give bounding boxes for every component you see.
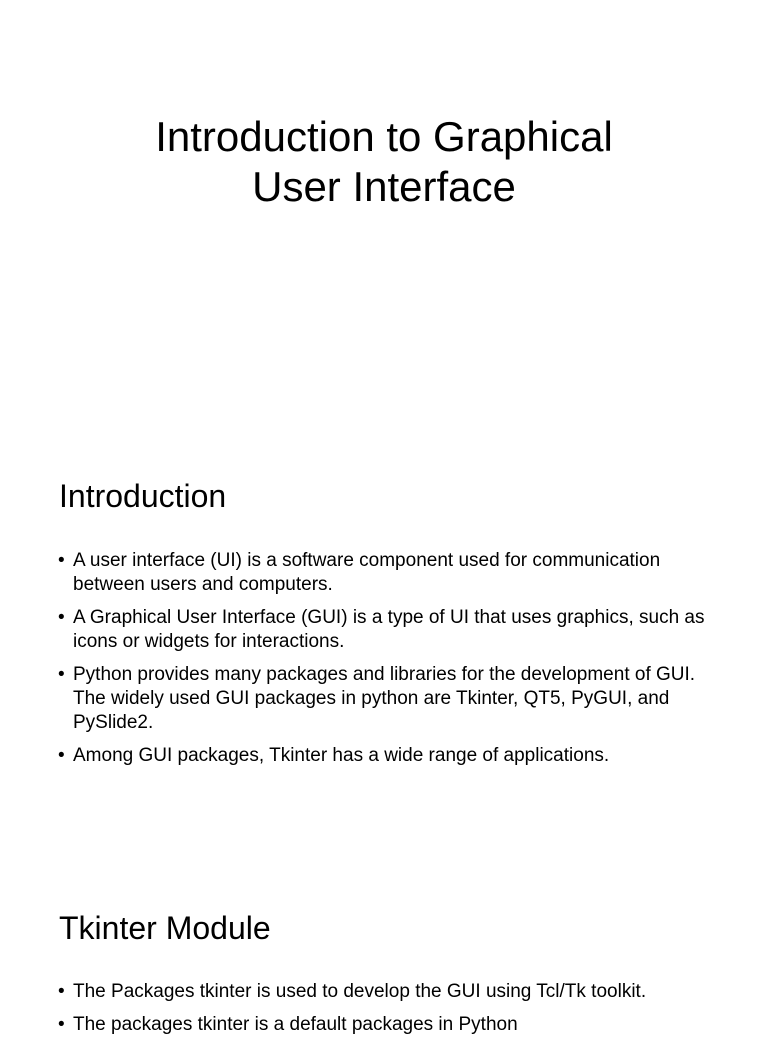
section-heading: Tkinter Module xyxy=(59,910,271,946)
bullet-text: A Graphical User Interface (GUI) is a type of UI that uses graphics, such as icons or widgets for interactions. xyxy=(73,607,705,652)
bullet-marker: • xyxy=(58,607,65,628)
title-line-2: User Interface xyxy=(252,163,516,210)
bullet-marker: • xyxy=(58,745,65,766)
bullet-text: A user interface (UI) is a software component used for communication between users and computers. xyxy=(73,550,661,595)
bullet-text: Python provides many packages and libraries for the development of GUI. The widely used GUI packages in python are Tkinter, QT5, PyGUI, and PySlide2. xyxy=(73,664,696,733)
tkinter-module-slide xyxy=(0,864,768,1035)
bullet-text: Among GUI packages, Tkinter has a wide range of applications. xyxy=(73,745,610,766)
bullet-marker: • xyxy=(58,664,65,685)
bullet-marker: • xyxy=(58,550,65,571)
list-item xyxy=(58,1013,728,1037)
list-item xyxy=(58,980,728,1004)
title-slide xyxy=(0,0,768,432)
bullet-list xyxy=(58,980,728,1046)
bullet-list xyxy=(58,549,728,777)
title-line-1: Introduction to Graphical xyxy=(155,113,613,160)
bullet-text: The Packages tkinter is used to develop the GUI using Tcl/Tk toolkit. xyxy=(73,981,647,1002)
bullet-text: The packages tkinter is a default packages in Python xyxy=(73,1014,518,1035)
list-item xyxy=(58,549,728,597)
bullet-marker: • xyxy=(58,1014,65,1035)
list-item xyxy=(58,744,728,768)
introduction-slide xyxy=(0,432,768,864)
page-title xyxy=(0,112,768,212)
bullet-marker: • xyxy=(58,981,65,1002)
list-item xyxy=(58,663,728,735)
list-item xyxy=(58,606,728,654)
section-heading: Introduction xyxy=(59,478,227,514)
